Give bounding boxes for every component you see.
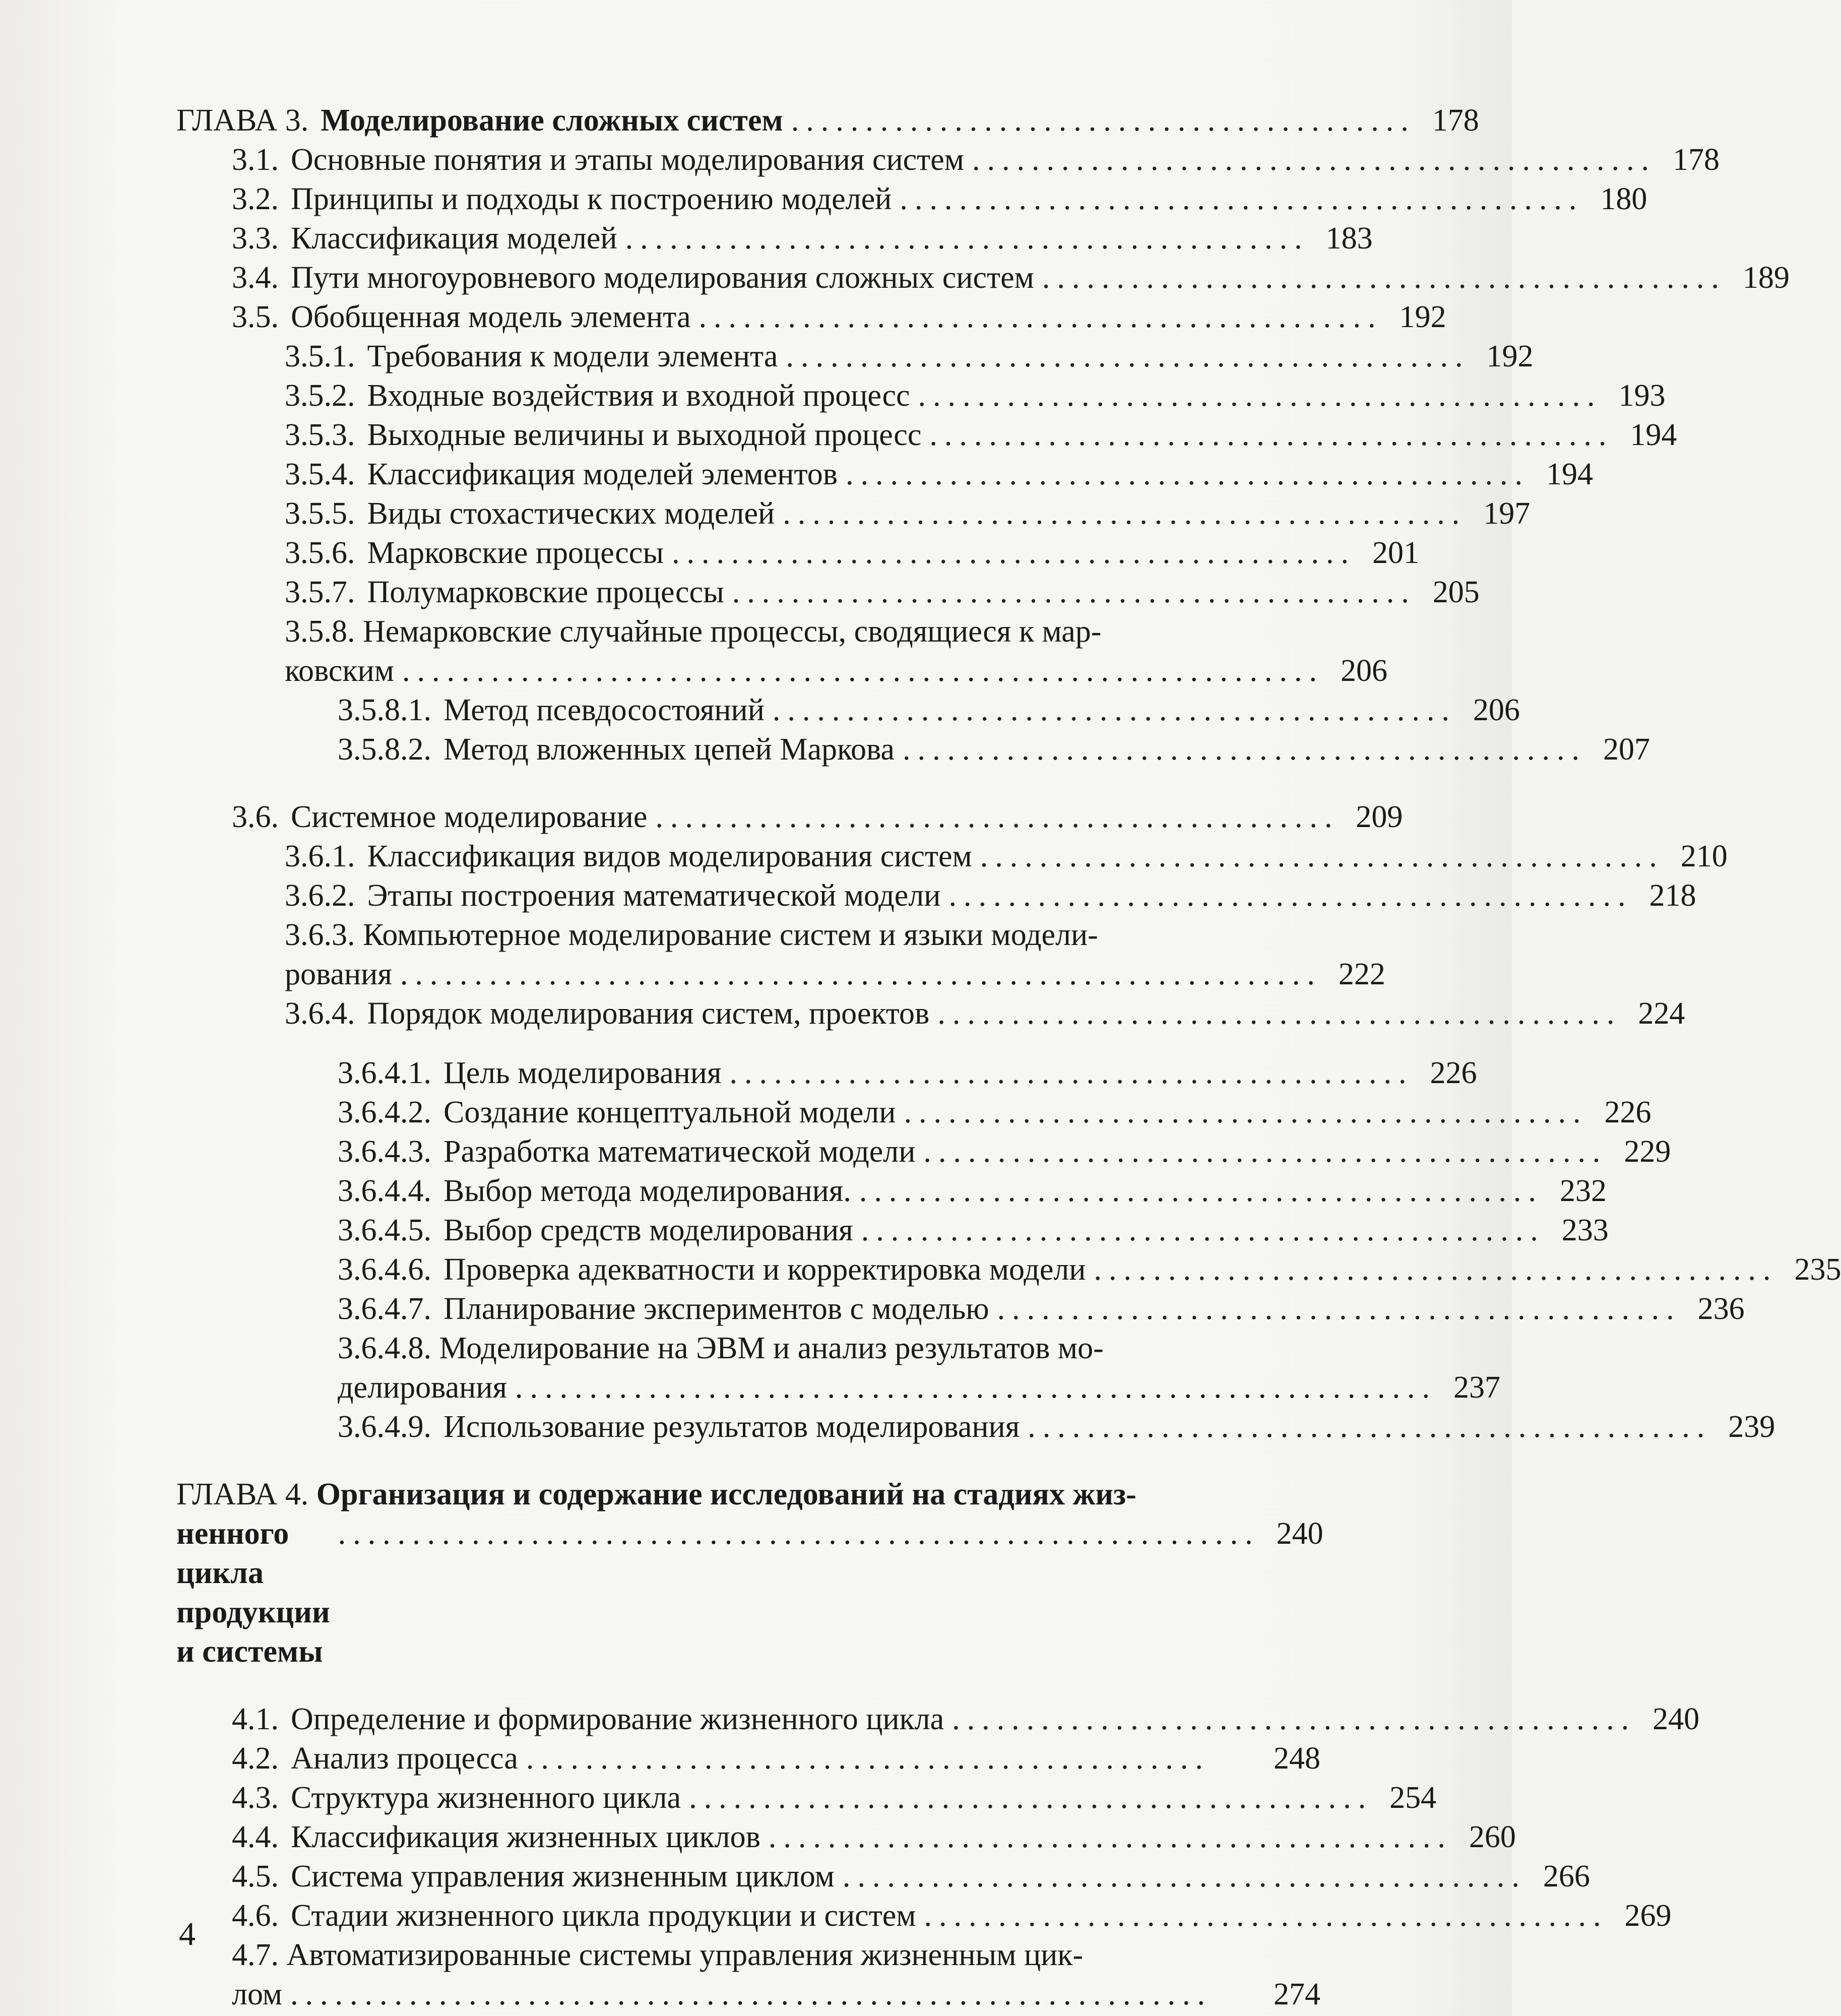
toc-entry[interactable]	[176, 690, 1520, 730]
dot-leader: ..............................................	[846, 457, 1530, 491]
dot-leader: ..............................................................	[290, 1977, 1212, 2011]
entry-number: 3.1.	[232, 143, 279, 177]
toc-entry-multiline[interactable]	[176, 612, 1387, 690]
dot-leader: ..............................................	[904, 1095, 1588, 1129]
toc-entry-multiline[interactable]	[176, 1935, 1320, 2014]
page-number: 210	[1680, 839, 1728, 873]
dot-leader: ..............................................................	[338, 1517, 1260, 1551]
entry-number: 4.7.	[232, 1938, 279, 1972]
toc-entry[interactable]	[176, 415, 1677, 455]
page-number: 239	[1728, 1410, 1775, 1444]
entry-number: 4.3.	[232, 1781, 279, 1815]
entry-title: Метод вложенных цепей Маркова	[443, 732, 895, 767]
entry-number: 4.6.	[232, 1899, 279, 1933]
entry-title: Использование результатов моделирования	[443, 1410, 1020, 1444]
entry-number: 3.5.4.	[285, 457, 355, 491]
toc-entry[interactable]	[176, 1289, 1745, 1329]
entry-title: Виды стохастических моделей	[367, 496, 775, 531]
dot-leader: ..............................................	[900, 182, 1584, 216]
dot-leader: ..............................................	[729, 1056, 1414, 1090]
entry-number: 3.6.2.	[285, 878, 355, 913]
entry-number: 3.6.4.8.	[338, 1331, 431, 1365]
dot-leader: ..............................................	[859, 1174, 1543, 1208]
dot-leader: ..............................................	[783, 496, 1467, 531]
entry-number: 3.6.4.5.	[338, 1213, 431, 1247]
toc-entry[interactable]	[176, 1896, 1672, 1935]
entry-number: 3.5.8.2.	[338, 732, 431, 767]
dot-leader: ..............................................	[918, 379, 1602, 413]
entry-title-continued: рования	[285, 957, 392, 991]
entry-title: Выбор метода моделирования.	[443, 1174, 851, 1208]
entry-title-continued: лом	[232, 1977, 282, 2011]
entry-number: 3.6.4.9.	[338, 1410, 431, 1444]
dot-leader: ..............................................	[997, 1292, 1681, 1326]
dot-leader: ..............................................	[625, 221, 1309, 256]
page-number: 240	[1276, 1517, 1323, 1551]
chapter-title: Организация и содержание исследований на стадиях жиз-	[316, 1477, 1136, 1511]
toc-entry[interactable]	[176, 876, 1696, 915]
entry-number: 3.5.8.	[285, 614, 355, 649]
dot-leader: ..............................................	[772, 693, 1456, 727]
dot-leader: ..............................................................	[402, 654, 1324, 688]
dot-leader: ..............................................................	[515, 1370, 1437, 1405]
page-number: 192	[1399, 300, 1446, 334]
entry-title: Порядок моделирования систем, проектов	[367, 996, 930, 1031]
entry-title: Планирование экспериментов с моделью	[443, 1292, 989, 1326]
toc-entry[interactable]	[176, 1250, 1841, 1289]
page-number: 224	[1638, 996, 1685, 1031]
toc-entry[interactable]	[176, 140, 1720, 179]
entry-title: Стадии жизненного цикла продукции и систем	[291, 1899, 916, 1933]
entry-number: 3.6.4.1.	[338, 1056, 431, 1090]
page-number: 192	[1486, 339, 1534, 373]
entry-number: 4.5.	[232, 1859, 279, 1894]
entry-number: 4.2.	[232, 1741, 279, 1776]
entry-title-continued: ковским	[285, 654, 394, 688]
page-number: 254	[1389, 1781, 1437, 1815]
entry-title: Пути многоуровневого моделирования сложных систем	[291, 261, 1034, 295]
entry-title: Метод псевдосостояний	[443, 693, 765, 727]
page-number: 229	[1624, 1135, 1671, 1169]
entry-title: Требования к модели элемента	[367, 339, 778, 373]
dot-leader: ..............................................	[902, 732, 1586, 767]
dot-leader: ..............................................	[689, 1781, 1373, 1815]
toc-entry[interactable]	[176, 1211, 1609, 1250]
page-number: 194	[1630, 418, 1677, 452]
entry-title: Разработка математической модели	[443, 1135, 916, 1169]
toc-entry[interactable]	[176, 573, 1480, 612]
page-number: 248	[1274, 1741, 1320, 1776]
page-number: 260	[1469, 1820, 1516, 1854]
entry-title: Моделирование на ЭВМ и анализ результатов мо-	[439, 1331, 1104, 1365]
page-number: 189	[1742, 261, 1790, 295]
chapter-title: Моделирование сложных систем	[321, 103, 783, 138]
dot-leader: ..............................................	[929, 418, 1614, 452]
toc-entry[interactable]	[176, 1053, 1477, 1093]
page-number: 236	[1697, 1292, 1745, 1326]
entry-title: Автоматизированные системы управления жизненным цик-	[286, 1938, 1084, 1972]
entry-title: Классификация моделей элементов	[367, 457, 838, 491]
entry-title: Этапы построения математической модели	[367, 878, 941, 913]
entry-number: 4.1.	[232, 1702, 279, 1736]
entry-title: Входные воздействия и входной процесс	[367, 379, 910, 413]
page-number: 233	[1561, 1213, 1609, 1247]
dot-leader: ..............................................	[948, 878, 1633, 913]
entry-number: 3.5.	[232, 300, 279, 334]
dot-leader: ..............................................	[1042, 261, 1726, 295]
toc-entry[interactable]	[176, 730, 1650, 769]
toc-entry[interactable]	[176, 837, 1728, 876]
entry-number: 3.5.6.	[285, 536, 355, 570]
toc-entry[interactable]	[176, 1739, 1320, 1778]
entry-number: 3.6.4.2.	[338, 1095, 431, 1129]
chapter-label: ГЛАВА 4.	[176, 1477, 309, 1511]
page-number: 206	[1473, 693, 1520, 727]
toc-entry[interactable]	[176, 219, 1373, 258]
dot-leader: ..............................................	[972, 143, 1656, 177]
toc-entry[interactable]	[176, 455, 1594, 494]
entry-title: Классификация моделей	[291, 221, 617, 256]
entry-number: 3.2.	[232, 182, 279, 216]
entry-number: 3.5.3.	[285, 418, 355, 452]
page-number: 269	[1624, 1899, 1672, 1933]
page-number: 178	[1432, 103, 1479, 138]
entry-number: 3.6.4.4.	[338, 1174, 431, 1208]
dot-leader: ..............................................	[732, 575, 1416, 609]
dot-leader: ..............................................	[937, 996, 1622, 1031]
entry-title: Обобщенная модель элемента	[291, 300, 691, 334]
entry-title-continued: делирования	[338, 1370, 507, 1405]
page-number: 232	[1559, 1174, 1607, 1208]
entry-number: 3.6.4.3.	[338, 1135, 431, 1169]
entry-number: 3.6.4.	[285, 996, 355, 1031]
entry-number: 3.5.8.1.	[338, 693, 431, 727]
page-folio: 4	[179, 1916, 196, 1952]
toc-entry[interactable]	[176, 1817, 1516, 1857]
toc-entry[interactable]	[176, 376, 1666, 415]
entry-title: Выбор средств моделирования	[443, 1213, 853, 1247]
entry-title: Марковские процессы	[367, 536, 664, 570]
entry-title: Система управления жизненным циклом	[291, 1859, 835, 1894]
entry-number: 3.5.2.	[285, 379, 355, 413]
page-number: 205	[1432, 575, 1480, 609]
toc-entry[interactable]	[176, 258, 1790, 297]
page-number: 218	[1649, 878, 1696, 913]
entry-number: 3.3.	[232, 221, 279, 256]
entry-number: 3.6.4.7.	[338, 1292, 431, 1326]
dot-leader: ..............................................................	[400, 957, 1322, 991]
dot-leader: ..............................................	[923, 1135, 1608, 1169]
entry-number: 3.6.4.6.	[338, 1252, 431, 1287]
dot-leader: ..............................................	[672, 536, 1356, 570]
page-number: 222	[1338, 957, 1385, 991]
page-number: 237	[1453, 1370, 1501, 1405]
entry-title: Создание концептуальной модели	[443, 1095, 896, 1129]
toc-entry[interactable]	[176, 1093, 1652, 1132]
dot-leader: ..............................................	[924, 1899, 1608, 1933]
toc-entry[interactable]	[176, 1857, 1590, 1896]
dot-leader: ..............................................	[1094, 1252, 1778, 1287]
entry-number: 3.6.3.	[285, 918, 355, 952]
toc-entry-multiline[interactable]	[176, 1329, 1501, 1407]
page-number: 266	[1543, 1859, 1590, 1894]
entry-title: Полумарковские процессы	[367, 575, 724, 609]
page-number: 207	[1603, 732, 1650, 767]
page-number: 178	[1673, 143, 1720, 177]
entry-number: 3.5.5.	[285, 496, 355, 531]
dot-leader: ..............................................	[768, 1820, 1452, 1854]
page-number: 197	[1483, 496, 1531, 531]
dot-leader: ..............................................	[699, 300, 1383, 334]
entry-title: Классификация видов моделирования систем	[367, 839, 972, 873]
entry-title: Немарковские случайные процессы, сводящиеся к мар-	[363, 614, 1102, 649]
dot-leader: ..............................................	[655, 800, 1340, 834]
page-number: 183	[1325, 221, 1373, 256]
toc-entry[interactable]	[176, 179, 1647, 219]
chapter-title-continued: ненного цикла продукции и системы	[176, 1517, 330, 1669]
page-number: 209	[1356, 800, 1403, 834]
entry-number: 4.4.	[232, 1820, 279, 1854]
toc-entry[interactable]	[176, 797, 1403, 837]
entry-title: Принципы и подходы к построению моделей	[291, 182, 892, 216]
page-number: 226	[1604, 1095, 1652, 1129]
entry-number: 3.4.	[232, 261, 279, 295]
page-number: 226	[1430, 1056, 1477, 1090]
toc-entry[interactable]	[176, 337, 1534, 376]
page-number: 201	[1372, 536, 1419, 570]
toc-entry[interactable]	[176, 297, 1446, 337]
toc-entry[interactable]	[176, 1699, 1700, 1739]
entry-title: Анализ процесса	[291, 1741, 518, 1776]
toc-entry[interactable]	[176, 1132, 1671, 1171]
toc-chapter-4[interactable]	[176, 1475, 1323, 1671]
entry-title: Выходные величины и выходной процесс	[367, 418, 922, 452]
toc-entry[interactable]	[176, 994, 1685, 1033]
entry-number: 3.5.7.	[285, 575, 355, 609]
dot-leader: ..............................................	[526, 1741, 1210, 1776]
dot-leader: ..............................................	[842, 1859, 1527, 1894]
entry-title: Структура жизненного цикла	[291, 1781, 681, 1815]
dot-leader: ..............................................	[861, 1213, 1545, 1247]
entry-title: Компьютерное моделирование систем и языки модели-	[363, 918, 1098, 952]
chapter-label: ГЛАВА 3.	[176, 103, 309, 138]
entry-title: Определение и формирование жизненного цикла	[291, 1702, 944, 1736]
entry-title: Системное моделирование	[291, 800, 648, 834]
toc-entry[interactable]	[176, 533, 1419, 573]
entry-title: Цель моделирования	[443, 1056, 722, 1090]
dot-leader: ..............................................	[786, 339, 1470, 373]
entry-number: 3.5.1.	[285, 339, 355, 373]
toc-entry[interactable]	[176, 1778, 1437, 1817]
entry-title: Проверка адекватности и корректировка модели	[443, 1252, 1086, 1287]
toc-chapter-3[interactable]	[176, 101, 1479, 140]
table-of-contents	[176, 101, 1841, 2014]
page-number: 235	[1794, 1252, 1841, 1287]
toc-entry[interactable]	[176, 494, 1531, 533]
page-number: 240	[1653, 1702, 1700, 1736]
entry-number: 3.6.	[232, 800, 279, 834]
dot-leader: ..............................................	[952, 1702, 1636, 1736]
toc-entry[interactable]	[176, 1171, 1607, 1211]
entry-title: Основные понятия и этапы моделирования систем	[291, 143, 964, 177]
entry-title: Классификация жизненных циклов	[291, 1820, 760, 1854]
dot-leader: ..............................................	[1028, 1410, 1712, 1444]
dot-leader: ..............................................	[980, 839, 1664, 873]
page-number: 274	[1274, 1977, 1320, 2011]
page-number: 193	[1618, 379, 1666, 413]
page-number: 194	[1546, 457, 1594, 491]
toc-entry-multiline[interactable]	[176, 915, 1385, 994]
toc-entry[interactable]	[176, 1407, 1775, 1446]
page-number: 206	[1340, 654, 1387, 688]
entry-number: 3.6.1.	[285, 839, 355, 873]
page-number: 180	[1600, 182, 1647, 216]
dot-leader: ..........................................	[791, 103, 1416, 138]
